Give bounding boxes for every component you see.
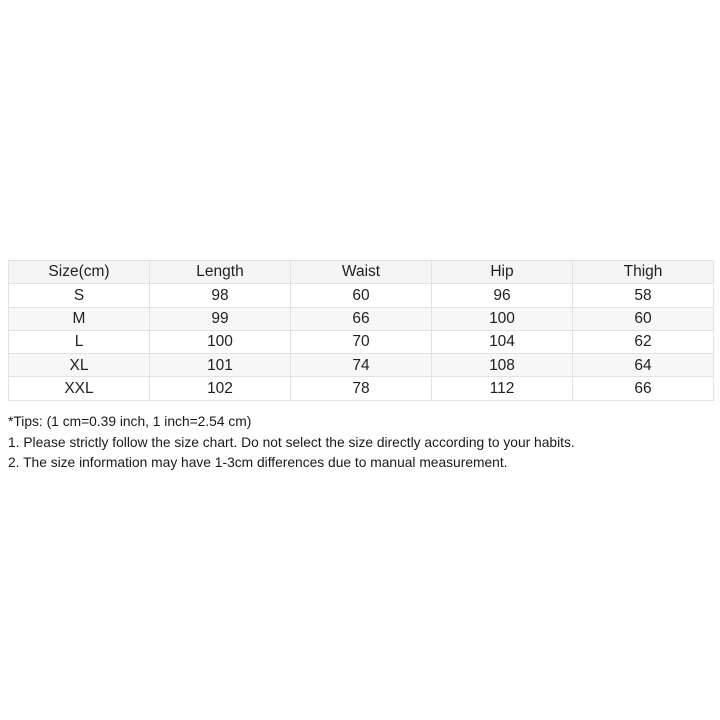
cell-waist: 66 <box>291 307 432 330</box>
cell-size: XL <box>9 354 150 377</box>
cell-hip: 112 <box>432 377 573 400</box>
measurement-notes <box>8 412 708 474</box>
size-chart-header <box>9 261 714 284</box>
size-chart-body <box>9 284 714 400</box>
cell-thigh: 64 <box>573 354 714 377</box>
cell-length: 100 <box>150 330 291 353</box>
column-header-hip: Hip <box>432 261 573 284</box>
cell-hip: 96 <box>432 284 573 307</box>
cell-size: L <box>9 330 150 353</box>
cell-hip: 104 <box>432 330 573 353</box>
cell-waist: 74 <box>291 354 432 377</box>
tips-line: *Tips: (1 cm=0.39 inch, 1 inch=2.54 cm) <box>8 414 252 429</box>
size-chart-table <box>8 260 714 401</box>
cell-length: 101 <box>150 354 291 377</box>
header-row <box>9 261 714 284</box>
cell-hip: 108 <box>432 354 573 377</box>
table-row-xl <box>9 354 714 377</box>
cell-thigh: 58 <box>573 284 714 307</box>
cell-length: 98 <box>150 284 291 307</box>
note-line-2: 2. The size information may have 1-3cm differences due to manual measurement. <box>8 455 508 470</box>
cell-size: XXL <box>9 377 150 400</box>
note-line-1: 1. Please strictly follow the size chart. Do not select the size directly according to your habits. <box>8 434 575 450</box>
cell-size: M <box>9 307 150 330</box>
table-row-l <box>9 330 714 353</box>
table-row-xxl <box>9 377 714 400</box>
cell-length: 99 <box>150 307 291 330</box>
table-row-s <box>9 284 714 307</box>
cell-thigh: 62 <box>573 330 714 353</box>
cell-length: 102 <box>150 377 291 400</box>
column-header-size: Size(cm) <box>9 261 150 284</box>
column-header-length: Length <box>150 261 291 284</box>
cell-hip: 100 <box>432 307 573 330</box>
cell-waist: 60 <box>291 284 432 307</box>
column-header-thigh: Thigh <box>573 261 714 284</box>
cell-thigh: 60 <box>573 307 714 330</box>
cell-thigh: 66 <box>573 377 714 400</box>
cell-waist: 78 <box>291 377 432 400</box>
cell-waist: 70 <box>291 330 432 353</box>
table-row-m <box>9 307 714 330</box>
cell-size: S <box>9 284 150 307</box>
column-header-waist: Waist <box>291 261 432 284</box>
